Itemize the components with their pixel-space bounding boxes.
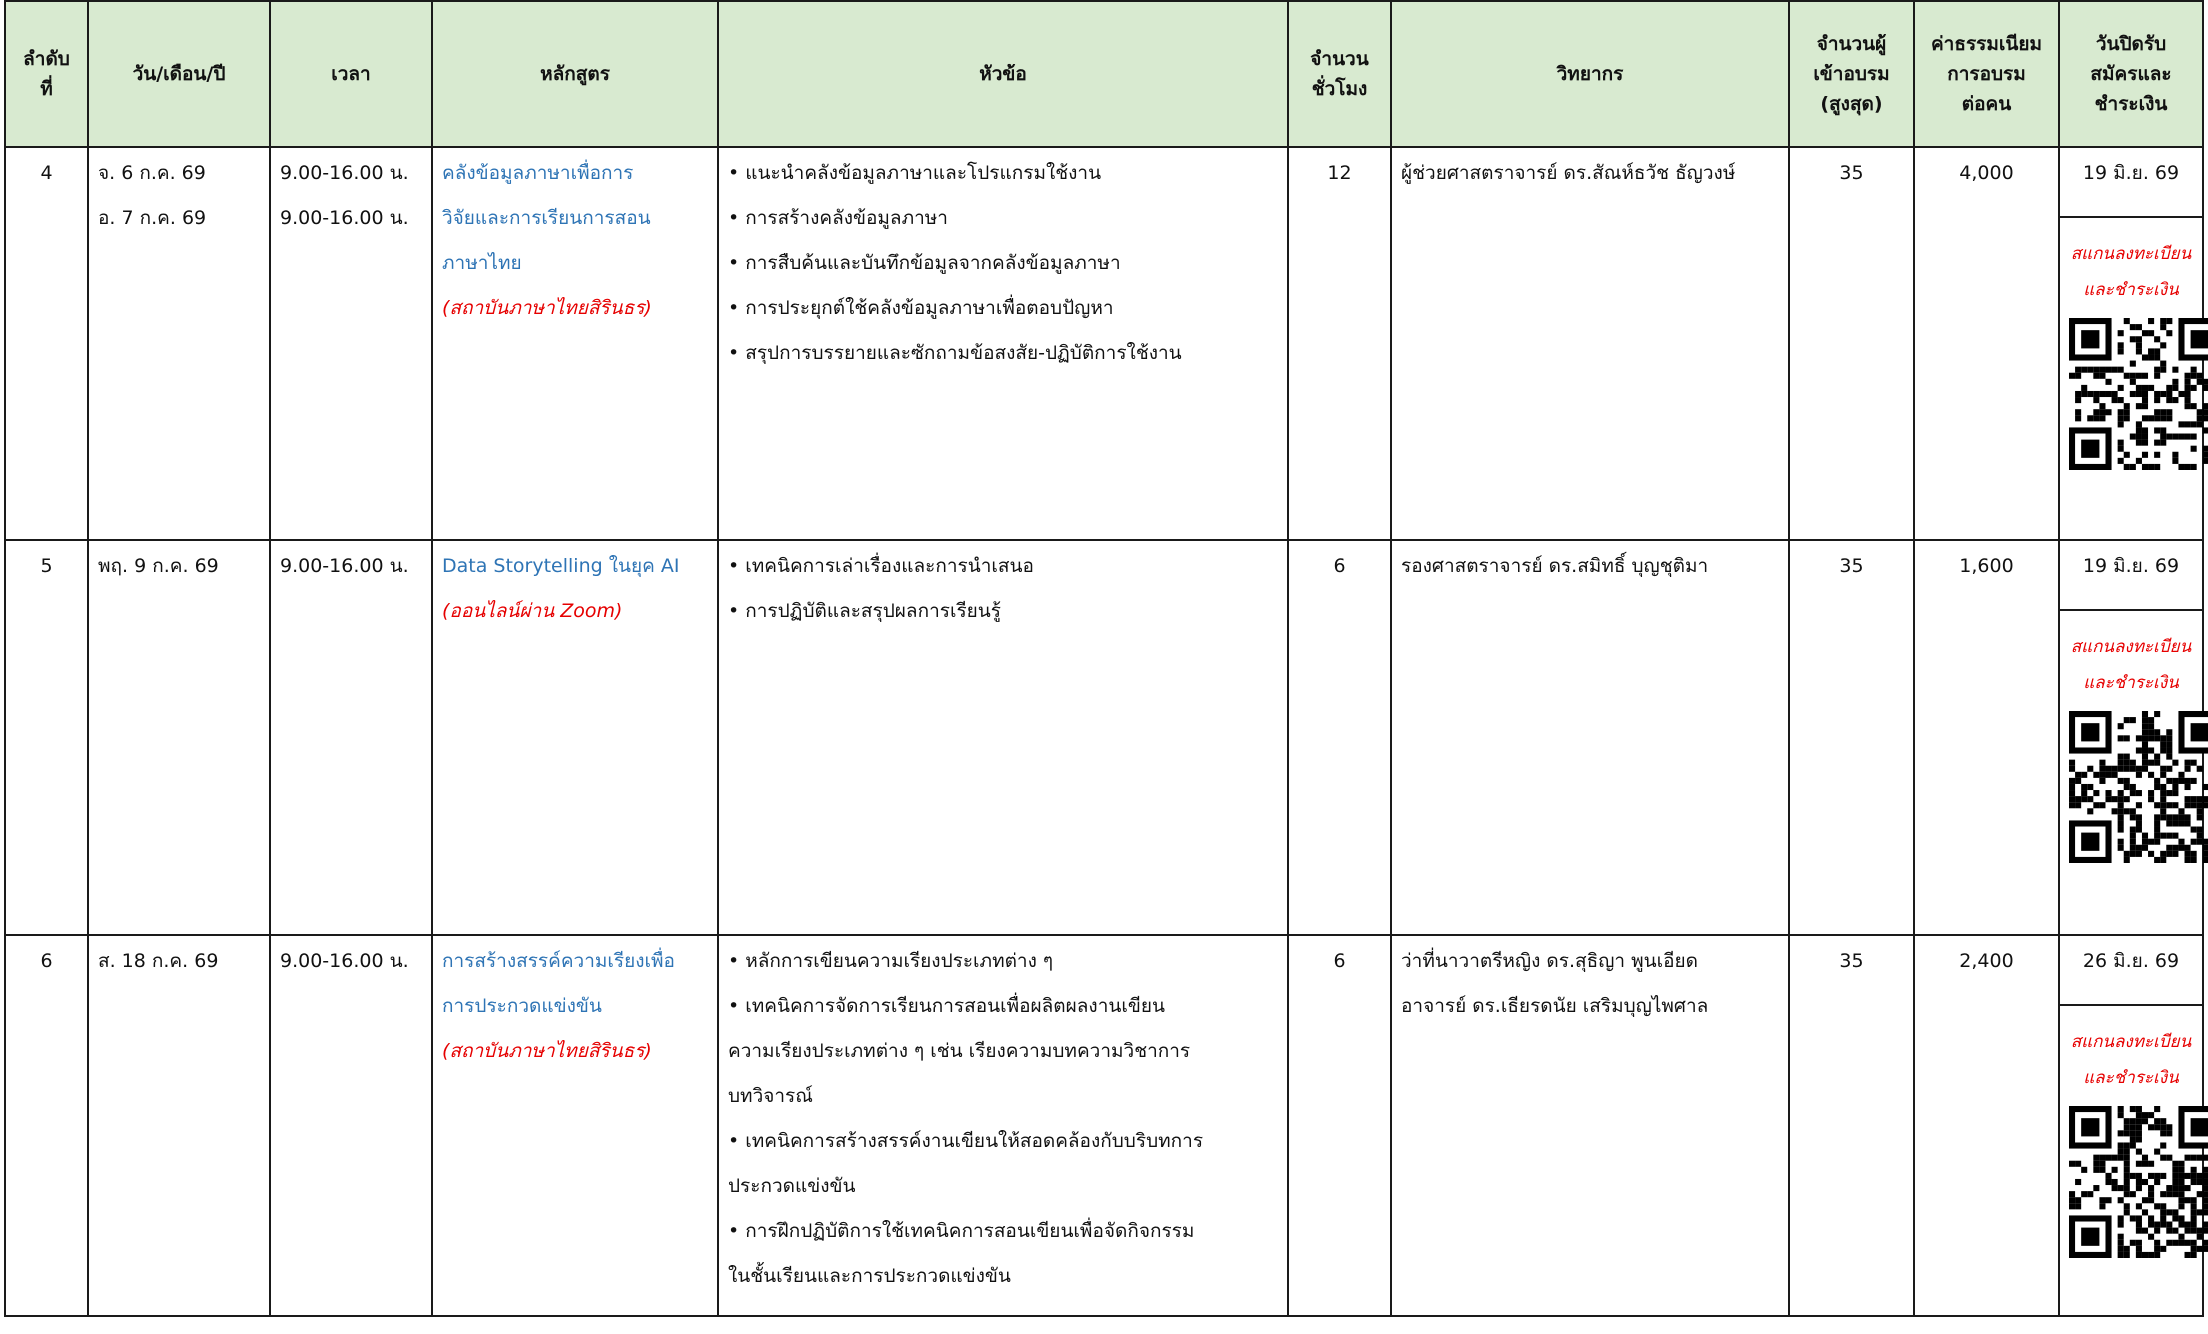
instructors-line: ว่าที่นาวาตรีหญิง ดร.สุธิญา พูนเอียด [1401, 950, 1698, 972]
times-line: 9.00-16.00 น. [280, 555, 409, 577]
header-date: วัน/เดือน/ปี [88, 1, 270, 147]
course_title-line: คลังข้อมูลภาษาเพื่อการ [442, 162, 634, 184]
cell-time [270, 147, 432, 540]
table-row [5, 147, 2203, 540]
cell-topic [718, 147, 1288, 540]
cell-date [88, 147, 270, 540]
topics-line: • การฝึกปฏิบัติการใช้เทคนิคการสอนเขียนเพื่อจัดกิจกรรม [728, 1220, 1195, 1242]
cell-fee: 2,400 [1914, 935, 2059, 1316]
scan-label: สแกนลงทะเบียน และชำระเงิน [2070, 637, 2192, 693]
cell-close [2059, 540, 2203, 935]
topics-line: ความเรียงประเภทต่าง ๆ เช่น เรียงความบทความวิชาการ [728, 1040, 1191, 1062]
cell-course [432, 540, 718, 935]
course-note: (ออนไลน์ผ่าน Zoom) [442, 600, 623, 622]
cell-time [270, 540, 432, 935]
registration-qr-code[interactable] [2069, 1106, 2208, 1258]
topics-line: ประกวดแข่งขัน [728, 1175, 856, 1197]
cell-no: 4 [5, 147, 88, 540]
cell-capacity: 35 [1789, 147, 1914, 540]
instructors-line: อาจารย์ ดร.เธียรดนัย เสริมบุญไพศาล [1401, 995, 1709, 1017]
dates-line: อ. 7 ก.ค. 69 [98, 207, 207, 229]
cell-instructor [1391, 540, 1789, 935]
topics-line: • เทคนิคการจัดการเรียนการสอนเพื่อผลิตผลงานเขียน [728, 995, 1165, 1017]
topics-line: • การสร้างคลังข้อมูลภาษา [728, 207, 948, 229]
instructors-line: รองศาสตราจารย์ ดร.สมิทธิ์ บุญชุติมา [1401, 555, 1709, 577]
registration-qr-code[interactable] [2069, 711, 2208, 863]
header-course: หลักสูตร [432, 1, 718, 147]
scan-label: สแกนลงทะเบียน และชำระเงิน [2070, 1032, 2192, 1088]
times-line: 9.00-16.00 น. [280, 950, 409, 972]
course-note: (สถาบันภาษาไทยสิรินธร) [442, 297, 652, 319]
cell-capacity: 35 [1789, 540, 1914, 935]
header-topic: หัวข้อ [718, 1, 1288, 147]
topics-line: • การปฏิบัติและสรุปผลการเรียนรู้ [728, 600, 1001, 622]
header-close-date: วันปิดรับ สมัครและ ชำระเงิน [2059, 1, 2203, 147]
topics-line: • เทคนิคการเล่าเรื่องและการนำเสนอ [728, 555, 1034, 577]
topics-line: • เทคนิคการสร้างสรรค์งานเขียนให้สอดคล้องกับบริบทการ [728, 1130, 1204, 1152]
close-date: 26 มิ.ย. 69 [2060, 939, 2202, 1006]
cell-fee: 1,600 [1914, 540, 2059, 935]
cell-instructor [1391, 147, 1789, 540]
cell-date [88, 935, 270, 1316]
course_title-line: Data Storytelling ในยุค AI [442, 555, 680, 577]
cell-course [432, 147, 718, 540]
cell-hours: 6 [1288, 540, 1391, 935]
close-date: 19 มิ.ย. 69 [2060, 544, 2202, 611]
cell-time [270, 935, 432, 1316]
dates-line: พฤ. 9 ก.ค. 69 [98, 555, 219, 577]
cell-topic [718, 935, 1288, 1316]
table-row [5, 540, 2203, 935]
course-note: (สถาบันภาษาไทยสิรินธร) [442, 1040, 652, 1062]
header-fee: ค่าธรรมเนียม การอบรม ต่อคน [1914, 1, 2059, 147]
cell-no: 5 [5, 540, 88, 935]
course-schedule-table [4, 0, 2204, 1317]
topics-line: • การประยุกต์ใช้คลังข้อมูลภาษาเพื่อตอบปัญหา [728, 297, 1114, 319]
header-time: เวลา [270, 1, 432, 147]
header-row [5, 1, 2203, 147]
cell-no: 6 [5, 935, 88, 1316]
course_title-line: ภาษาไทย [442, 252, 522, 274]
cell-course [432, 935, 718, 1316]
cell-fee: 4,000 [1914, 147, 2059, 540]
header-no: ลำดับ ที่ [5, 1, 88, 147]
cell-hours: 12 [1288, 147, 1391, 540]
topics-line: • แนะนำคลังข้อมูลภาษาและโปรแกรมใช้งาน [728, 162, 1102, 184]
topics-line: บทวิจารณ์ [728, 1085, 813, 1107]
scan-label: สแกนลงทะเบียน และชำระเงิน [2070, 244, 2192, 300]
dates-line: จ. 6 ก.ค. 69 [98, 162, 206, 184]
header-hours: จำนวน ชั่วโมง [1288, 1, 1391, 147]
cell-topic [718, 540, 1288, 935]
cell-close [2059, 935, 2203, 1316]
cell-instructor [1391, 935, 1789, 1316]
header-instructor: วิทยากร [1391, 1, 1789, 147]
cell-close [2059, 147, 2203, 540]
dates-line: ส. 18 ก.ค. 69 [98, 950, 219, 972]
registration-qr-code[interactable] [2069, 318, 2208, 470]
table-row [5, 935, 2203, 1316]
header-capacity: จำนวนผู้ เข้าอบรม (สูงสุด) [1789, 1, 1914, 147]
topics-line: • สรุปการบรรยายและซักถามข้อสงสัย-ปฏิบัติการใช้งาน [728, 342, 1182, 364]
topics-line: • การสืบค้นและบันทึกข้อมูลจากคลังข้อมูลภาษา [728, 252, 1121, 274]
cell-capacity: 35 [1789, 935, 1914, 1316]
course_title-line: การประกวดแข่งขัน [442, 995, 602, 1017]
times-line: 9.00-16.00 น. [280, 162, 409, 184]
close-date: 19 มิ.ย. 69 [2060, 151, 2202, 218]
cell-date [88, 540, 270, 935]
course_title-line: การสร้างสรรค์ความเรียงเพื่อ [442, 950, 675, 972]
topics-line: • หลักการเขียนความเรียงประเภทต่าง ๆ [728, 950, 1054, 972]
instructors-line: ผู้ช่วยศาสตราจารย์ ดร.สัณห์ธวัช ธัญวงษ์ [1401, 162, 1736, 184]
times-line: 9.00-16.00 น. [280, 207, 409, 229]
course_title-line: วิจัยและการเรียนการสอน [442, 207, 651, 229]
cell-hours: 6 [1288, 935, 1391, 1316]
topics-line: ในชั้นเรียนและการประกวดแข่งขัน [728, 1265, 1011, 1287]
